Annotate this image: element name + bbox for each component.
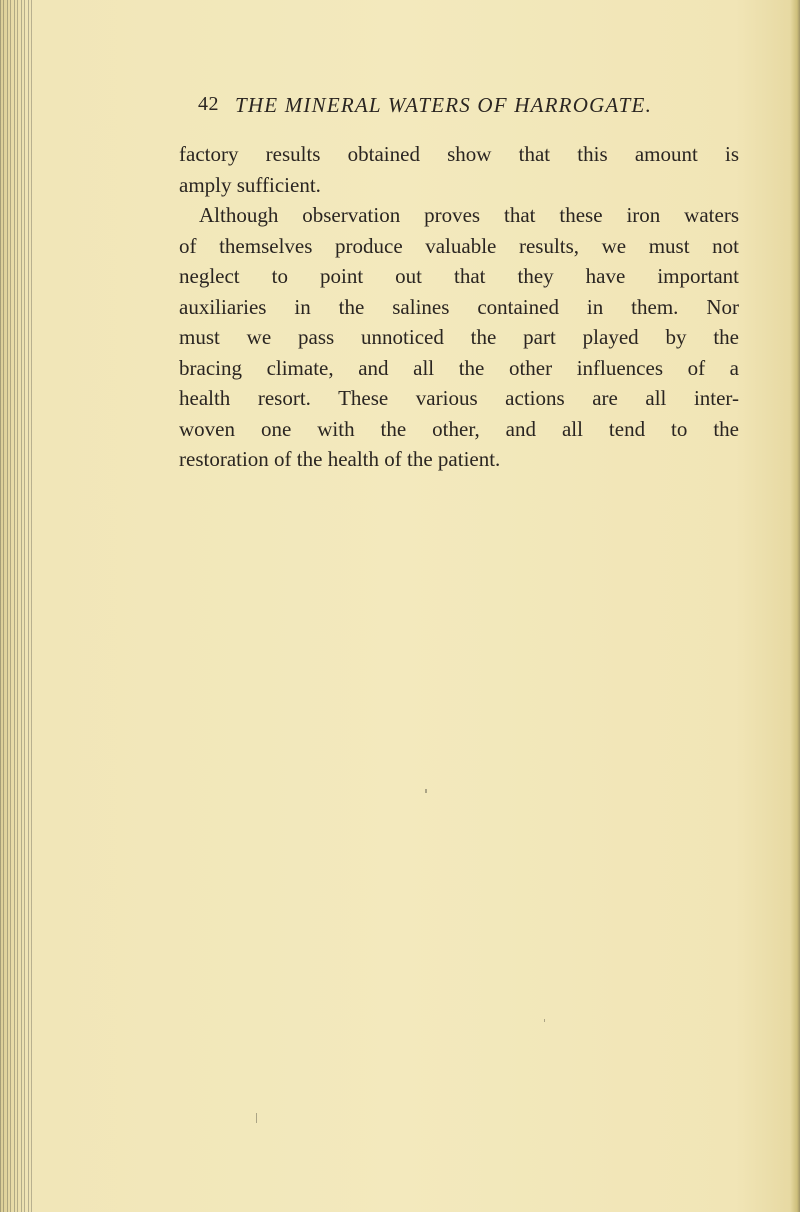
page-edge-shadow: [790, 0, 800, 1212]
running-title: THE MINERAL WATERS OF HARROGATE.: [235, 93, 653, 117]
text-line: neglect to point out that they have important: [179, 264, 739, 288]
paper-speck: [425, 789, 427, 793]
page-header: [198, 93, 718, 123]
text-line: amply sufficient.: [179, 172, 321, 197]
text-line: Although observation proves that these iron waters: [199, 203, 739, 227]
text-line: woven one with the other, and all tend to the: [179, 416, 739, 441]
paper-speck: [256, 1113, 257, 1123]
text-line: of themselves produce valuable results, we must not: [179, 233, 739, 258]
paper-speck: [544, 1019, 545, 1022]
text-line: health resort. These various actions are all inter-: [179, 386, 739, 410]
page-number: 42: [198, 93, 219, 115]
book-binding-edge: [0, 0, 32, 1212]
text-line: must we pass unnoticed the part played by the: [179, 325, 739, 349]
body-text: [179, 139, 739, 475]
text-line: auxiliaries in the salines contained in them. Nor: [179, 294, 739, 319]
text-line: factory results obtained show that this amount is: [179, 142, 739, 166]
text-line: bracing climate, and all the other influences of a: [179, 355, 739, 380]
text-line: restoration of the health of the patient.: [179, 447, 501, 471]
